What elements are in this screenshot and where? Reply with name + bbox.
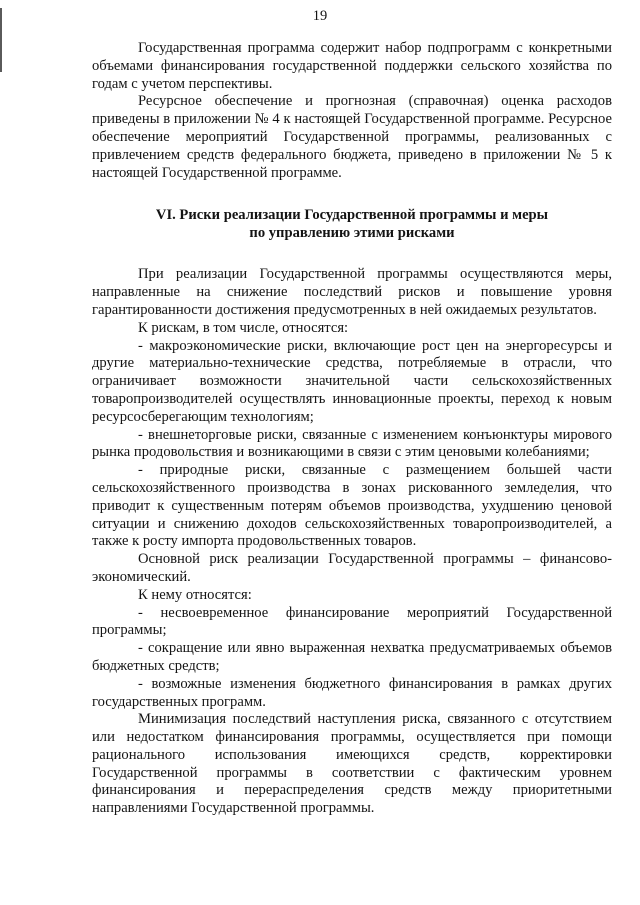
paragraph-measures: При реализации Государственной программы осуществляются меры, направленные на снижение последствий рисков и повышение уровня гарантированности достижения предусмотренных в ней ожидаемых результатов. [92,266,612,318]
list-item-budget-changes: - возможные изменения бюджетного финансирования в рамках других государственных программ. [92,675,612,710]
paragraph-intro-1: Государственная программа содержит набор подпрограмм с конкретными объемами финансирования государственной поддержки сельского хозяйства по годам с учетом перспективы. [92,40,612,92]
paragraph-intro-2: Ресурсное обеспечение и прогнозная (справочная) оценка расходов приведены в приложении № 4 к настоящей Государственной программе. Ресурсное обеспечение мероприятий Государственной программы, реализованных с привлечением средств федерального бюджета, приведено в приложении № 5 к настоящей Государственной программе. [92,93,612,181]
section-heading [92,206,612,242]
list-item-trade-risks: - внешнеторговые риски, связанные с изменением конъюнктуры мирового рынка продовольствия и возникающими в связи с этим ценовыми колебаниями; [92,426,612,461]
section-heading-line-2: по управлению этими рисками [249,225,455,242]
list-item-budget-shortage: - сокращение или явно выраженная нехватка предусматриваемых объемов бюджетных средств; [92,640,612,674]
page-number: 19 [312,8,328,24]
list-item-untimely-financing: - несвоевременное финансирование мероприятий Государственной программы; [92,604,612,639]
section-heading-line-1: VI. Риски реализации Государственной программы и меры [155,207,549,224]
list-item-natural-risks: - природные риски, связанные с размещением большей части сельскохозяйственного производства в зонах рискованного земледелия, что приводит к существенным потерям объемов производства, ухудшению ценовой ситуации и снижению доходов сельскохозяйственных товаропроизводителей, а также к росту импорта продовольственных товаров. [92,462,612,550]
paragraph-main-risk-intro: К нему относятся: [138,586,252,603]
paragraph-main-risk: Основной риск реализации Государственной программы – финансово-экономический. [92,551,612,585]
paragraph-minimization: Минимизация последствий наступления риска, связанного с отсутствием или недостатком финансирования программы, осуществляется при помощи рационального использования имеющихся средств, корректировки Государственной программы в соответствии с фактическим уровнем финансирования и перераспределения средств между приоритетными направлениями Государственной программы. [92,711,612,817]
page-body [92,40,612,818]
list-item-macroeconomic-risks: - макроэкономические риски, включающие рост цен на энергоресурсы и другие материально-технические средства, потребляемые в отрасли, что ограничивает возможности значительной части сельскохозяйственных товаропроизводителей осуществлять инновационные проекты, переход к новым ресурсосберегающим технологиям; [92,337,612,425]
paragraph-risks-intro: К рискам, в том числе, относятся: [138,319,349,336]
